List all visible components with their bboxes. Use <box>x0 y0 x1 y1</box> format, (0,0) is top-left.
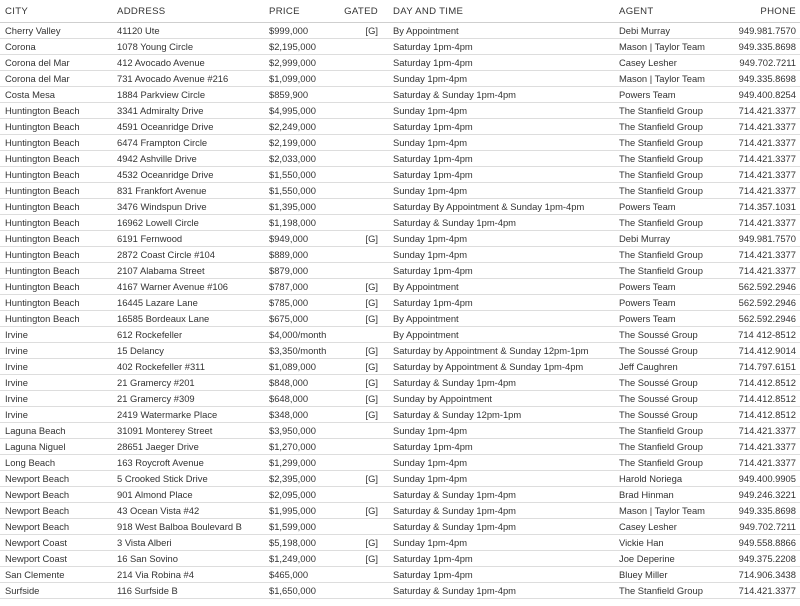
gated-cell <box>344 119 388 135</box>
gated-cell <box>344 135 388 151</box>
address-cell: 918 West Balboa Boulevard B <box>112 519 264 535</box>
city-cell: Huntington Beach <box>0 215 112 231</box>
city-cell: Huntington Beach <box>0 295 112 311</box>
agent-cell: Powers Team <box>614 199 722 215</box>
table-row <box>0 87 800 103</box>
gated-cell <box>344 439 388 455</box>
agent-cell: Casey Lesher <box>614 519 722 535</box>
day-and-time-cell: Saturday & Sunday 1pm-4pm <box>388 375 614 391</box>
agent-cell: Powers Team <box>614 279 722 295</box>
agent-cell: The Stanfield Group <box>614 455 722 471</box>
day-and-time-cell: Sunday 1pm-4pm <box>388 423 614 439</box>
agent-cell: Casey Lesher <box>614 55 722 71</box>
table-row <box>0 359 800 375</box>
city-cell: Huntington Beach <box>0 119 112 135</box>
agent-cell: The Stanfield Group <box>614 135 722 151</box>
phone-cell: 714.421.3377 <box>722 215 800 231</box>
day-and-time-cell: By Appointment <box>388 311 614 327</box>
city-cell: Newport Coast <box>0 535 112 551</box>
gated-cell <box>344 327 388 343</box>
address-cell: 1078 Young Circle <box>112 39 264 55</box>
price-cell: $348,000 <box>264 407 344 423</box>
address-cell: 16962 Lowell Circle <box>112 215 264 231</box>
day-and-time-cell: Saturday By Appointment & Sunday 1pm-4pm <box>388 199 614 215</box>
gated-cell: [G] <box>344 391 388 407</box>
city-cell: Irvine <box>0 327 112 343</box>
price-cell: $2,195,000 <box>264 39 344 55</box>
city-cell: Newport Coast <box>0 551 112 567</box>
address-cell: 412 Avocado Avenue <box>112 55 264 71</box>
table-row <box>0 23 800 39</box>
price-cell: $1,995,000 <box>264 503 344 519</box>
city-cell: Irvine <box>0 407 112 423</box>
gated-cell <box>344 519 388 535</box>
address-cell: 4167 Warner Avenue #106 <box>112 279 264 295</box>
table-row <box>0 583 800 599</box>
city-cell: Irvine <box>0 391 112 407</box>
table-row <box>0 119 800 135</box>
column-header-address: ADDRESS <box>112 0 264 23</box>
price-cell: $4,000/month <box>264 327 344 343</box>
agent-cell: Bluey Miller <box>614 567 722 583</box>
address-cell: 2872 Coast Circle #104 <box>112 247 264 263</box>
gated-cell: [G] <box>344 23 388 39</box>
gated-cell <box>344 455 388 471</box>
day-and-time-cell: Saturday 1pm-4pm <box>388 39 614 55</box>
address-cell: 2419 Watermarke Place <box>112 407 264 423</box>
price-cell: $949,000 <box>264 231 344 247</box>
day-and-time-cell: Sunday 1pm-4pm <box>388 247 614 263</box>
gated-cell: [G] <box>344 551 388 567</box>
address-cell: 3476 Windspun Drive <box>112 199 264 215</box>
city-cell: Huntington Beach <box>0 183 112 199</box>
phone-cell: 949.702.7211 <box>722 519 800 535</box>
phone-cell: 714.421.3377 <box>722 135 800 151</box>
agent-cell: Jeff Caughren <box>614 359 722 375</box>
address-cell: 28651 Jaeger Drive <box>112 439 264 455</box>
column-header-city: CITY <box>0 0 112 23</box>
city-cell: Laguna Niguel <box>0 439 112 455</box>
city-cell: Long Beach <box>0 455 112 471</box>
phone-cell: 949.981.7570 <box>722 23 800 39</box>
day-and-time-cell: Saturday 1pm-4pm <box>388 119 614 135</box>
day-and-time-cell: By Appointment <box>388 23 614 39</box>
price-cell: $787,000 <box>264 279 344 295</box>
gated-cell <box>344 103 388 119</box>
city-cell: Laguna Beach <box>0 423 112 439</box>
city-cell: Corona del Mar <box>0 71 112 87</box>
day-and-time-cell: Saturday by Appointment & Sunday 12pm-1pm <box>388 343 614 359</box>
agent-cell: Brad Hinman <box>614 487 722 503</box>
city-cell: Surfside <box>0 583 112 599</box>
city-cell: Huntington Beach <box>0 167 112 183</box>
phone-cell: 949.246.3221 <box>722 487 800 503</box>
day-and-time-cell: Sunday by Appointment <box>388 391 614 407</box>
price-cell: $1,550,000 <box>264 167 344 183</box>
address-cell: 831 Frankfort Avenue <box>112 183 264 199</box>
phone-cell: 714.421.3377 <box>722 167 800 183</box>
day-and-time-cell: Saturday 1pm-4pm <box>388 567 614 583</box>
city-cell: Corona <box>0 39 112 55</box>
city-cell: Irvine <box>0 375 112 391</box>
gated-cell: [G] <box>344 231 388 247</box>
phone-cell: 949.702.7211 <box>722 55 800 71</box>
phone-cell: 714.421.3377 <box>722 455 800 471</box>
address-cell: 16 San Sovino <box>112 551 264 567</box>
agent-cell: Debi Murray <box>614 231 722 247</box>
gated-cell <box>344 71 388 87</box>
table-row <box>0 423 800 439</box>
agent-cell: Powers Team <box>614 87 722 103</box>
day-and-time-cell: Sunday 1pm-4pm <box>388 71 614 87</box>
phone-cell: 714.412.8512 <box>722 407 800 423</box>
agent-cell: The Soussé Group <box>614 407 722 423</box>
gated-cell <box>344 55 388 71</box>
gated-cell: [G] <box>344 311 388 327</box>
price-cell: $2,395,000 <box>264 471 344 487</box>
day-and-time-cell: By Appointment <box>388 327 614 343</box>
table-row <box>0 455 800 471</box>
table-row <box>0 199 800 215</box>
table-body <box>0 23 800 599</box>
table-header <box>0 0 800 23</box>
gated-cell: [G] <box>344 343 388 359</box>
header-row <box>0 0 800 23</box>
gated-cell: [G] <box>344 295 388 311</box>
gated-cell <box>344 423 388 439</box>
address-cell: 163 Roycroft Avenue <box>112 455 264 471</box>
table-row <box>0 439 800 455</box>
city-cell: Newport Beach <box>0 471 112 487</box>
city-cell: Huntington Beach <box>0 151 112 167</box>
phone-cell: 714.421.3377 <box>722 151 800 167</box>
city-cell: Newport Beach <box>0 487 112 503</box>
address-cell: 6191 Fernwood <box>112 231 264 247</box>
gated-cell <box>344 183 388 199</box>
gated-cell <box>344 39 388 55</box>
column-header-phone: PHONE <box>722 0 800 23</box>
day-and-time-cell: Saturday by Appointment & Sunday 1pm-4pm <box>388 359 614 375</box>
agent-cell: The Stanfield Group <box>614 183 722 199</box>
gated-cell <box>344 263 388 279</box>
price-cell: $848,000 <box>264 375 344 391</box>
agent-cell: The Stanfield Group <box>614 151 722 167</box>
agent-cell: The Stanfield Group <box>614 263 722 279</box>
gated-cell: [G] <box>344 471 388 487</box>
address-cell: 3341 Admiralty Drive <box>112 103 264 119</box>
address-cell: 4942 Ashville Drive <box>112 151 264 167</box>
column-header-gated: GATED <box>344 0 388 23</box>
agent-cell: The Stanfield Group <box>614 423 722 439</box>
table-row <box>0 183 800 199</box>
price-cell: $2,999,000 <box>264 55 344 71</box>
table-row <box>0 503 800 519</box>
agent-cell: Harold Noriega <box>614 471 722 487</box>
address-cell: 731 Avocado Avenue #216 <box>112 71 264 87</box>
agent-cell: The Soussé Group <box>614 375 722 391</box>
gated-cell <box>344 567 388 583</box>
agent-cell: Joe Deperine <box>614 551 722 567</box>
gated-cell <box>344 487 388 503</box>
table-row <box>0 263 800 279</box>
city-cell: San Clemente <box>0 567 112 583</box>
phone-cell: 714.797.6151 <box>722 359 800 375</box>
agent-cell: Powers Team <box>614 311 722 327</box>
table-row <box>0 535 800 551</box>
city-cell: Cherry Valley <box>0 23 112 39</box>
table-row <box>0 327 800 343</box>
gated-cell <box>344 167 388 183</box>
table-row <box>0 295 800 311</box>
city-cell: Irvine <box>0 343 112 359</box>
table-row <box>0 103 800 119</box>
city-cell: Huntington Beach <box>0 103 112 119</box>
price-cell: $1,089,000 <box>264 359 344 375</box>
gated-cell <box>344 583 388 599</box>
day-and-time-cell: Saturday & Sunday 1pm-4pm <box>388 487 614 503</box>
phone-cell: 714.412.8512 <box>722 391 800 407</box>
day-and-time-cell: Saturday & Sunday 12pm-1pm <box>388 407 614 423</box>
price-cell: $1,299,000 <box>264 455 344 471</box>
price-cell: $3,350/month <box>264 343 344 359</box>
table-row <box>0 39 800 55</box>
city-cell: Huntington Beach <box>0 199 112 215</box>
day-and-time-cell: By Appointment <box>388 279 614 295</box>
day-and-time-cell: Sunday 1pm-4pm <box>388 231 614 247</box>
agent-cell: The Stanfield Group <box>614 103 722 119</box>
agent-cell: Debi Murray <box>614 23 722 39</box>
price-cell: $1,599,000 <box>264 519 344 535</box>
column-header-agent: AGENT <box>614 0 722 23</box>
phone-cell: 562.592.2946 <box>722 295 800 311</box>
price-cell: $2,095,000 <box>264 487 344 503</box>
address-cell: 402 Rockefeller #311 <box>112 359 264 375</box>
phone-cell: 949.335.8698 <box>722 71 800 87</box>
day-and-time-cell: Sunday 1pm-4pm <box>388 471 614 487</box>
price-cell: $785,000 <box>264 295 344 311</box>
phone-cell: 949.400.8254 <box>722 87 800 103</box>
table-row <box>0 247 800 263</box>
agent-cell: The Stanfield Group <box>614 247 722 263</box>
table-row <box>0 167 800 183</box>
table-row <box>0 519 800 535</box>
day-and-time-cell: Saturday & Sunday 1pm-4pm <box>388 519 614 535</box>
table-row <box>0 71 800 87</box>
agent-cell: Mason | Taylor Team <box>614 39 722 55</box>
phone-cell: 714.421.3377 <box>722 119 800 135</box>
price-cell: $1,270,000 <box>264 439 344 455</box>
price-cell: $3,950,000 <box>264 423 344 439</box>
table-row <box>0 55 800 71</box>
address-cell: 3 Vista Alberi <box>112 535 264 551</box>
address-cell: 2107 Alabama Street <box>112 263 264 279</box>
address-cell: 214 Via Robina #4 <box>112 567 264 583</box>
price-cell: $675,000 <box>264 311 344 327</box>
phone-cell: 949.981.7570 <box>722 231 800 247</box>
agent-cell: The Stanfield Group <box>614 119 722 135</box>
address-cell: 31091 Monterey Street <box>112 423 264 439</box>
phone-cell: 949.558.8866 <box>722 535 800 551</box>
address-cell: 612 Rockefeller <box>112 327 264 343</box>
day-and-time-cell: Sunday 1pm-4pm <box>388 135 614 151</box>
phone-cell: 714 412-8512 <box>722 327 800 343</box>
city-cell: Newport Beach <box>0 519 112 535</box>
phone-cell: 949.375.2208 <box>722 551 800 567</box>
price-cell: $999,000 <box>264 23 344 39</box>
gated-cell <box>344 247 388 263</box>
address-cell: 4532 Oceanridge Drive <box>112 167 264 183</box>
phone-cell: 714.421.3377 <box>722 103 800 119</box>
address-cell: 4591 Oceanridge Drive <box>112 119 264 135</box>
price-cell: $465,000 <box>264 567 344 583</box>
phone-cell: 714.421.3377 <box>722 439 800 455</box>
day-and-time-cell: Sunday 1pm-4pm <box>388 183 614 199</box>
price-cell: $1,198,000 <box>264 215 344 231</box>
price-cell: $1,395,000 <box>264 199 344 215</box>
agent-cell: The Stanfield Group <box>614 439 722 455</box>
day-and-time-cell: Saturday 1pm-4pm <box>388 439 614 455</box>
table-row <box>0 135 800 151</box>
city-cell: Newport Beach <box>0 503 112 519</box>
day-and-time-cell: Saturday 1pm-4pm <box>388 167 614 183</box>
table-row <box>0 311 800 327</box>
phone-cell: 714.412.8512 <box>722 375 800 391</box>
city-cell: Huntington Beach <box>0 263 112 279</box>
table-row <box>0 471 800 487</box>
agent-cell: Mason | Taylor Team <box>614 71 722 87</box>
city-cell: Irvine <box>0 359 112 375</box>
price-cell: $1,550,000 <box>264 183 344 199</box>
price-cell: $5,198,000 <box>264 535 344 551</box>
column-header-price: PRICE <box>264 0 344 23</box>
phone-cell: 714.421.3377 <box>722 263 800 279</box>
address-cell: 41120 Ute <box>112 23 264 39</box>
address-cell: 21 Gramercy #201 <box>112 375 264 391</box>
address-cell: 116 Surfside B <box>112 583 264 599</box>
gated-cell: [G] <box>344 535 388 551</box>
address-cell: 6474 Frampton Circle <box>112 135 264 151</box>
phone-cell: 714.412.9014 <box>722 343 800 359</box>
day-and-time-cell: Saturday 1pm-4pm <box>388 263 614 279</box>
price-cell: $4,995,000 <box>264 103 344 119</box>
gated-cell <box>344 215 388 231</box>
city-cell: Huntington Beach <box>0 135 112 151</box>
phone-cell: 714.357.1031 <box>722 199 800 215</box>
day-and-time-cell: Sunday 1pm-4pm <box>388 535 614 551</box>
table-row <box>0 407 800 423</box>
city-cell: Corona del Mar <box>0 55 112 71</box>
address-cell: 1884 Parkview Circle <box>112 87 264 103</box>
price-cell: $2,199,000 <box>264 135 344 151</box>
table-row <box>0 375 800 391</box>
price-cell: $859,900 <box>264 87 344 103</box>
gated-cell: [G] <box>344 503 388 519</box>
table-row <box>0 567 800 583</box>
gated-cell: [G] <box>344 375 388 391</box>
price-cell: $2,249,000 <box>264 119 344 135</box>
agent-cell: The Soussé Group <box>614 391 722 407</box>
table-row <box>0 231 800 247</box>
day-and-time-cell: Sunday 1pm-4pm <box>388 103 614 119</box>
agent-cell: Powers Team <box>614 295 722 311</box>
price-cell: $1,650,000 <box>264 583 344 599</box>
table-row <box>0 279 800 295</box>
day-and-time-cell: Saturday 1pm-4pm <box>388 151 614 167</box>
phone-cell: 714.421.3377 <box>722 583 800 599</box>
city-cell: Huntington Beach <box>0 311 112 327</box>
day-and-time-cell: Saturday & Sunday 1pm-4pm <box>388 503 614 519</box>
phone-cell: 562.592.2946 <box>722 279 800 295</box>
phone-cell: 949.400.9905 <box>722 471 800 487</box>
address-cell: 901 Almond Place <box>112 487 264 503</box>
gated-cell: [G] <box>344 359 388 375</box>
agent-cell: The Soussé Group <box>614 327 722 343</box>
agent-cell: Mason | Taylor Team <box>614 503 722 519</box>
day-and-time-cell: Saturday 1pm-4pm <box>388 551 614 567</box>
price-cell: $1,099,000 <box>264 71 344 87</box>
agent-cell: The Soussé Group <box>614 343 722 359</box>
gated-cell: [G] <box>344 407 388 423</box>
city-cell: Costa Mesa <box>0 87 112 103</box>
address-cell: 43 Ocean Vista #42 <box>112 503 264 519</box>
table-row <box>0 343 800 359</box>
agent-cell: The Stanfield Group <box>614 215 722 231</box>
city-cell: Huntington Beach <box>0 231 112 247</box>
table-row <box>0 391 800 407</box>
day-and-time-cell: Sunday 1pm-4pm <box>388 455 614 471</box>
phone-cell: 949.335.8698 <box>722 39 800 55</box>
phone-cell: 714.421.3377 <box>722 183 800 199</box>
city-cell: Huntington Beach <box>0 279 112 295</box>
gated-cell <box>344 151 388 167</box>
city-cell: Huntington Beach <box>0 247 112 263</box>
price-cell: $879,000 <box>264 263 344 279</box>
table-row <box>0 215 800 231</box>
day-and-time-cell: Saturday & Sunday 1pm-4pm <box>388 583 614 599</box>
day-and-time-cell: Saturday 1pm-4pm <box>388 55 614 71</box>
table-row <box>0 551 800 567</box>
price-cell: $1,249,000 <box>264 551 344 567</box>
address-cell: 16585 Bordeaux Lane <box>112 311 264 327</box>
phone-cell: 714.421.3377 <box>722 423 800 439</box>
price-cell: $2,033,000 <box>264 151 344 167</box>
gated-cell <box>344 87 388 103</box>
address-cell: 5 Crooked Stick Drive <box>112 471 264 487</box>
table-row <box>0 151 800 167</box>
phone-cell: 714.906.3438 <box>722 567 800 583</box>
phone-cell: 562.592.2946 <box>722 311 800 327</box>
price-cell: $648,000 <box>264 391 344 407</box>
address-cell: 15 Delancy <box>112 343 264 359</box>
gated-cell <box>344 199 388 215</box>
agent-cell: The Stanfield Group <box>614 167 722 183</box>
agent-cell: The Stanfield Group <box>614 583 722 599</box>
day-and-time-cell: Saturday 1pm-4pm <box>388 295 614 311</box>
phone-cell: 714.421.3377 <box>722 247 800 263</box>
day-and-time-cell: Saturday & Sunday 1pm-4pm <box>388 87 614 103</box>
table-row <box>0 487 800 503</box>
phone-cell: 949.335.8698 <box>722 503 800 519</box>
price-cell: $889,000 <box>264 247 344 263</box>
address-cell: 16445 Lazare Lane <box>112 295 264 311</box>
column-header-day-and-time: DAY AND TIME <box>388 0 614 23</box>
address-cell: 21 Gramercy #309 <box>112 391 264 407</box>
day-and-time-cell: Saturday & Sunday 1pm-4pm <box>388 215 614 231</box>
agent-cell: Vickie Han <box>614 535 722 551</box>
gated-cell: [G] <box>344 279 388 295</box>
